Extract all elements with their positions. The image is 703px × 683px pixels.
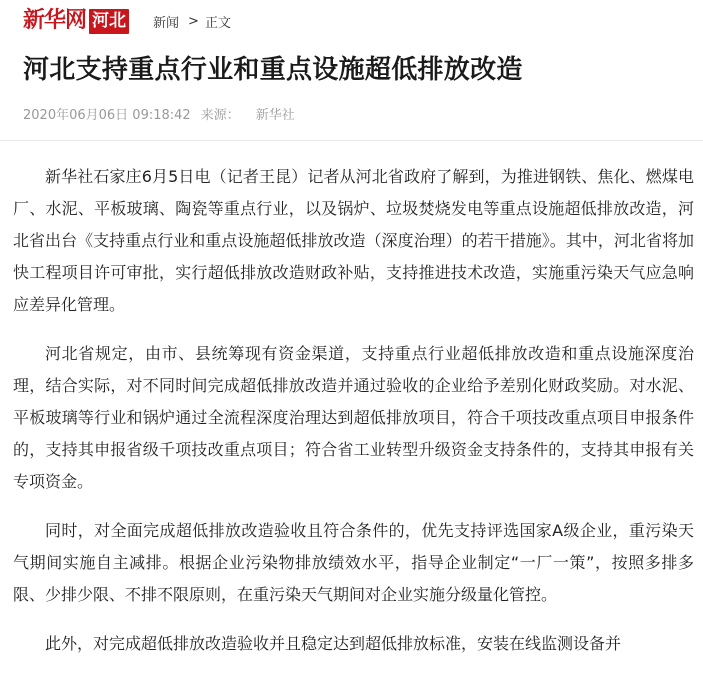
logo-text: 新华网 — [23, 8, 87, 33]
article-paragraph: 新华社石家庄6月5日电（记者王昆）记者从河北省政府了解到，为推进钢铁、焦化、燃煤电厂、水泥、平板玻璃、陶瓷等重点行业，以及锅炉、垃圾焚烧发电等重点设施超低排放改造，河北省出台《支持重点行业和重点设施超低排放改造（深度治理）的若干措施》。其中，河北省将加快工程项目许可审批，实行超低排放改造财政补贴，支持推进技术改造，实施重污染天气应急响应差异化管理。 — [13, 167, 694, 314]
breadcrumb — [153, 12, 231, 31]
article-paragraph: 此外，对完成超低排放改造验收并且稳定达到超低排放标准，安装在线监测设备并 — [45, 634, 622, 653]
article-paragraph: 河北省规定，由市、县统筹现有资金渠道，支持重点行业超低排放改造和重点设施深度治理，结合实际，对不同时间完成超低排放改造并通过验收的企业给予差别化财政奖励。对水泥、平板玻璃等行业和锅炉通过全流程深度治理达到超低排放项目，符合千项技改重点项目申报条件的，支持其申报省级千项技改重点项目；符合省工业转型升级资金支持条件的，支持其申报有关专项资金。 — [13, 344, 694, 491]
article-paragraph: 同时，对全面完成超低排放改造验收且符合条件的，优先支持评选国家A级企业，重污染天气期间实施自主减排。根据企业污染物排放绩效水平，指导企业制定“一厂一策”，按照多排多限、少排少限、不排不限原则，在重污染天气期间对企业实施分级量化管控。 — [13, 521, 694, 604]
breadcrumb-home-link[interactable]: 新闻 — [153, 15, 180, 31]
article-body — [13, 161, 694, 677]
publish-datetime: 2020年06月06日 09:18:42 — [23, 108, 191, 123]
breadcrumb-separator: > — [188, 13, 199, 29]
site-logo[interactable] — [23, 8, 129, 34]
source-label: 来源： — [200, 108, 240, 123]
header-divider — [0, 140, 703, 141]
article-meta — [23, 104, 295, 123]
breadcrumb-current: 正文 — [204, 15, 231, 31]
logo-region-badge: 河北 — [89, 9, 129, 34]
page-title: 河北支持重点行业和重点设施超低排放改造 — [23, 55, 523, 85]
source-name: 新华社 — [255, 108, 295, 123]
top-bar — [23, 6, 231, 36]
